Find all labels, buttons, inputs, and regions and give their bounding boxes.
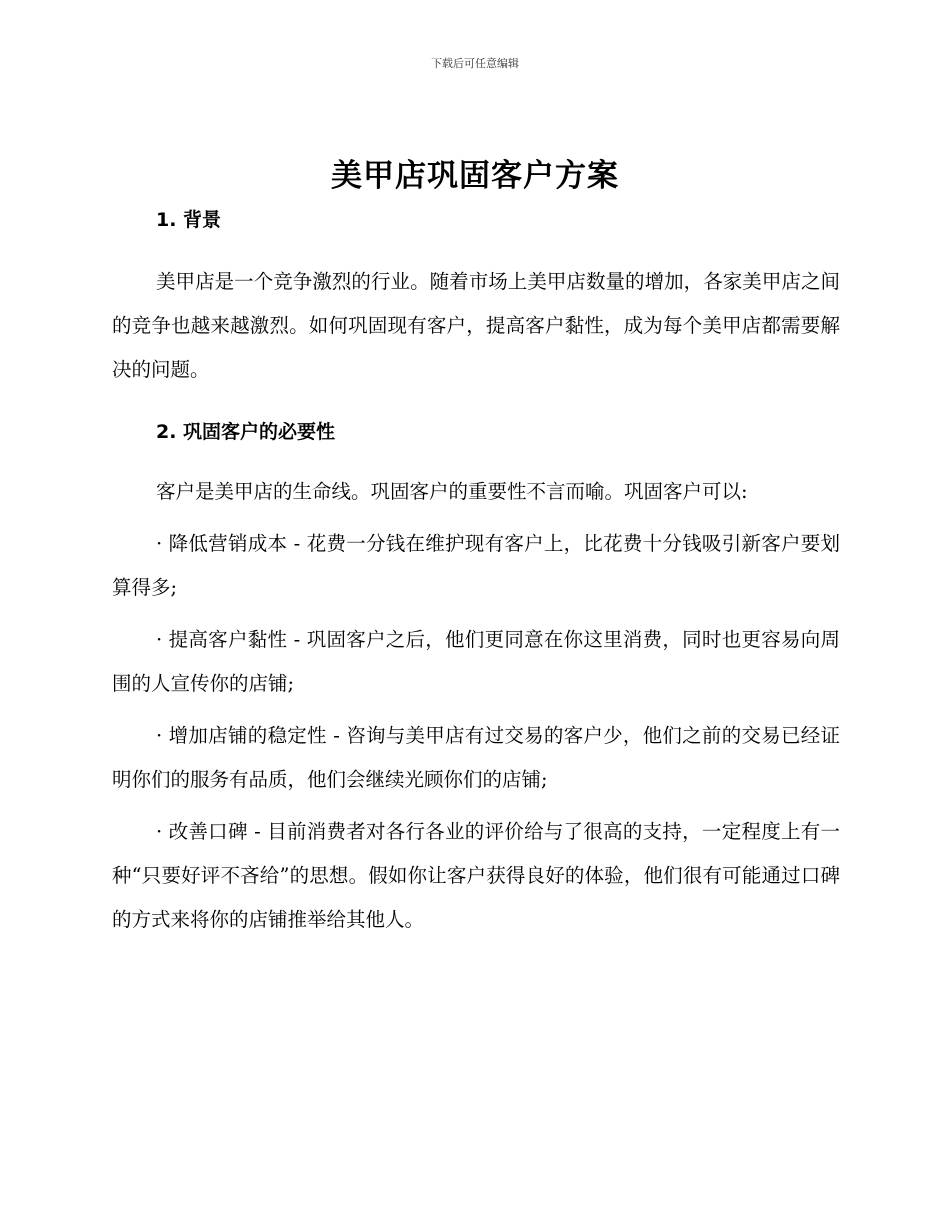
paragraph: 美甲店是一个竞争激烈的行业。随着市场上美甲店数量的增加，各家美甲店之间的竞争也越来越激烈。如何巩固现有客户，提高客户黏性，成为每个美甲店都需要解决的问题。 [112, 270, 840, 381]
paragraph: 客户是美甲店的生命线。巩固客户的重要性不言而喻。巩固客户可以: [156, 480, 748, 503]
section-heading-necessity: 2. 巩固客户的必要性 [156, 421, 336, 443]
bullet-item: · 提高客户黏性 - 巩固客户之后，他们更同意在你这里消费，同时也更容易向周围的人宣传你的店铺; [112, 628, 840, 695]
document-body [112, 202, 840, 950]
page-header-note: 下载后可任意编辑 [431, 57, 519, 70]
bullet-item: · 增加店铺的稳定性 - 咨询与美甲店有过交易的客户少，他们之前的交易已经证明你们的服务有品质，他们会继续光顾你们的店铺; [112, 724, 840, 791]
document-title: 美甲店巩固客户方案 [331, 158, 619, 194]
bullet-item: · 改善口碑 - 目前消费者对各行各业的评价给与了很高的支持，一定程度上有一种“只要好评不吝给”的思想。假如你让客户获得良好的体验，他们很有可能通过口碑的方式来将你的店铺推举给其他人。 [112, 820, 840, 931]
section-heading-background: 1. 背景 [156, 209, 222, 231]
bullet-item: · 降低营销成本 - 花费一分钱在维护现有客户上，比花费十分钱吸引新客户要划算得多; [112, 532, 840, 599]
